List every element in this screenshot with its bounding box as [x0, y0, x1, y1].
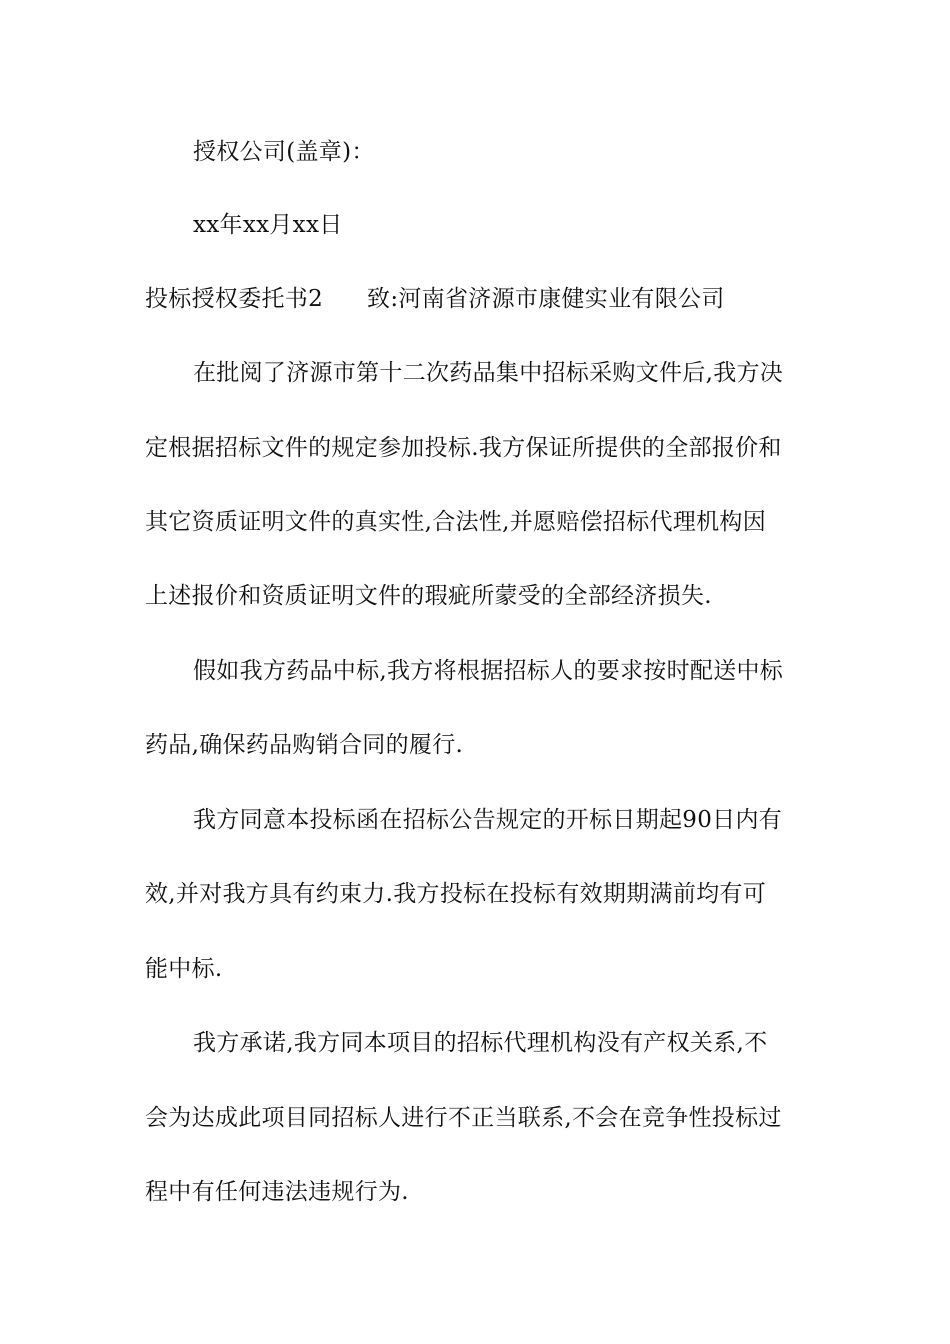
signature-date: xx年xx月xx日 — [193, 212, 343, 238]
addressee: 致:河南省济源市康健实业有限公司 — [367, 286, 725, 312]
paragraph-line: 程中有任何违法违规行为. — [145, 1179, 409, 1205]
paragraph-line: 其它资质证明文件的真实性,合法性,并愿赔偿招标代理机构因 — [145, 509, 767, 535]
paragraph-line: 在批阅了济源市第十二次药品集中招标采购文件后,我方决 — [193, 360, 784, 386]
paragraph-line: 效,并对我方具有约束力.我方投标在投标有效期期满前均有可 — [145, 881, 767, 907]
document-heading — [145, 284, 725, 314]
paragraph-line: 上述报价和资质证明文件的瑕疵所蒙受的全部经济损失. — [145, 583, 712, 609]
paragraph-line: 我方同意本投标函在招标公告规定的开标日期起90日内有 — [193, 807, 783, 833]
paragraph-line: 定根据招标文件的规定参加投标.我方保证所提供的全部报价和 — [145, 435, 782, 461]
paragraph-line: 我方承诺,我方同本项目的招标代理机构没有产权关系,不 — [193, 1030, 768, 1056]
paragraph-line: 假如我方药品中标,我方将根据招标人的要求按时配送中标 — [193, 658, 784, 684]
company-seal-label: 授权公司(盖章)： — [193, 139, 375, 165]
document-title: 投标授权委托书2 — [145, 286, 324, 312]
paragraph-line: 能中标. — [145, 956, 223, 982]
paragraph-line: 药品,确保药品购销合同的履行. — [145, 732, 464, 758]
paragraph-line: 会为达成此项目同招标人进行不正当联系,不会在竞争性投标过 — [145, 1105, 782, 1131]
